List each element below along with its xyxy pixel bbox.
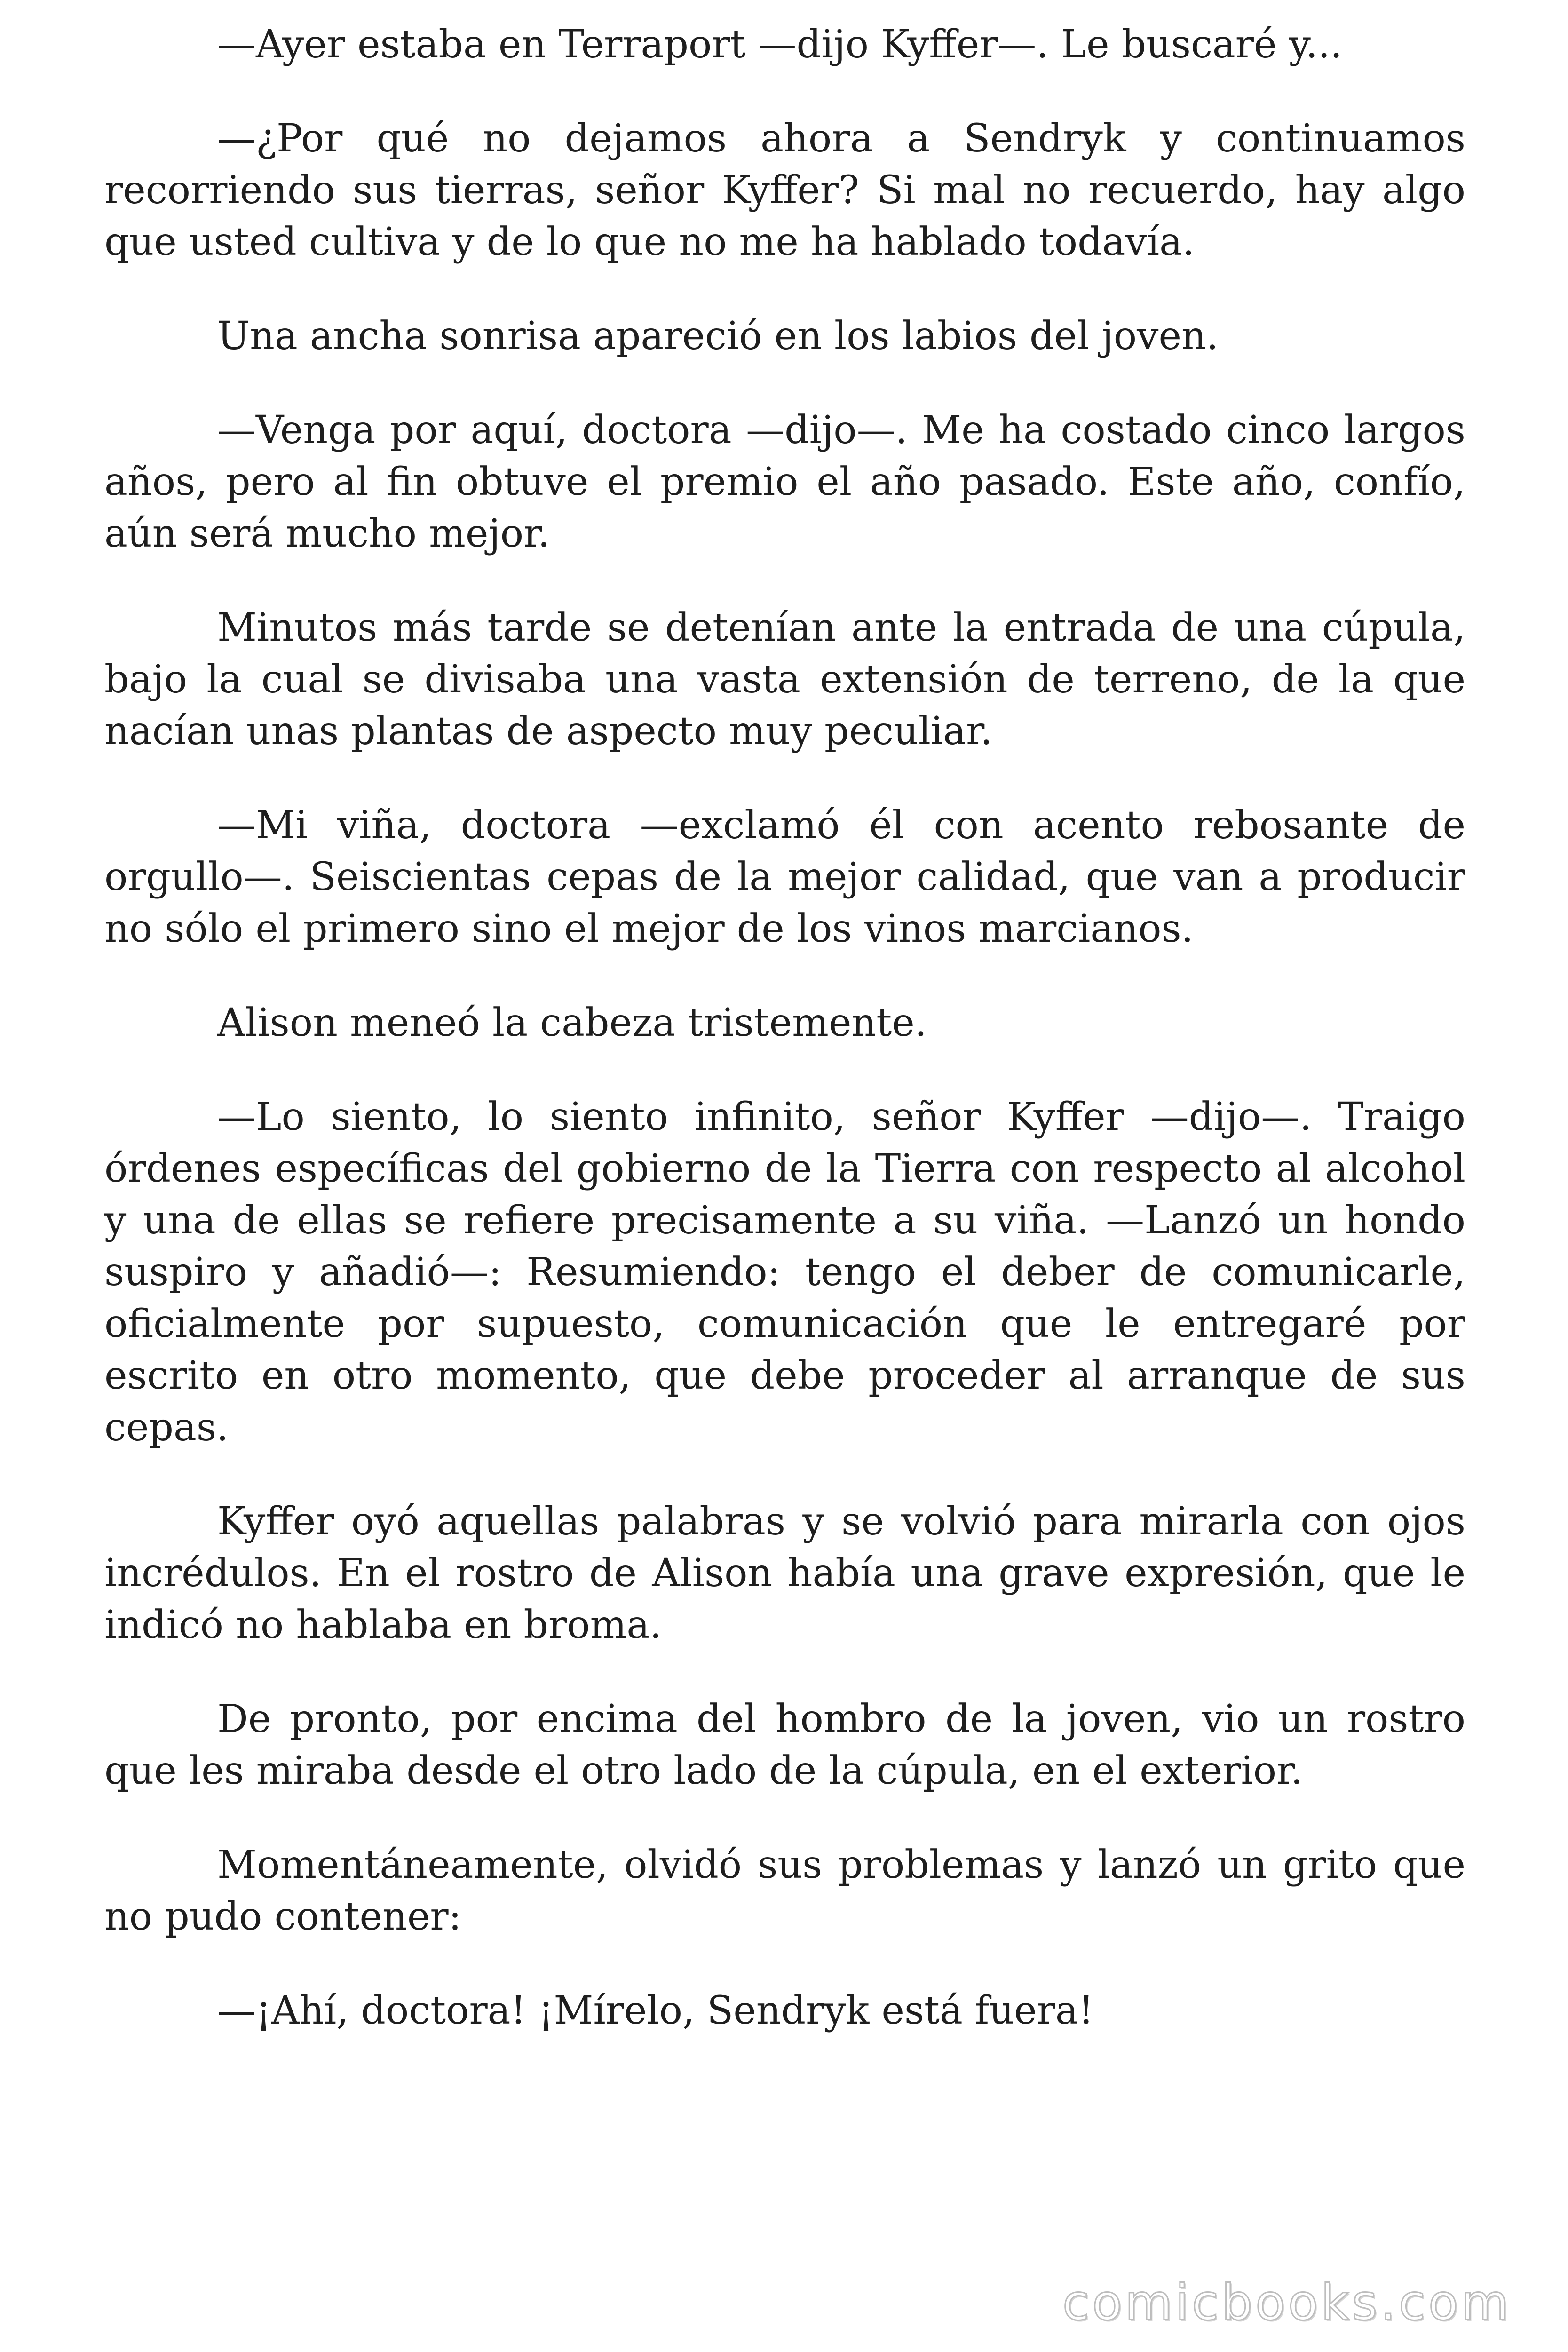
watermark: comicbooks.com [1062,2274,1512,2331]
text-column [104,19,1465,2079]
paragraph: —Mi viña, doctora —exclamó él con acento rebosante de orgullo—. Seiscientas cepas de la mejor calidad, que van a producir no sólo el primero sino el mejor de los vinos marcianos. [104,803,1465,951]
paragraph: De pronto, por encima del hombro de la joven, vio un rostro que les miraba desde el otro lado de la cúpula, en el exterior. [104,1697,1465,1793]
paragraph: —Ayer estaba en Terraport —dijo Kyffer—. Le buscaré y... [217,22,1343,67]
paragraph: Una ancha sonrisa apareció en los labios del joven. [217,314,1219,358]
paragraph: Momentáneamente, olvidó sus problemas y lanzó un grito que no pudo contener: [104,1843,1465,1939]
paragraph: —¡Ahí, doctora! ¡Mírelo, Sendryk está fuera! [217,1988,1094,2033]
paragraph: —¿Por qué no dejamos ahora a Sendryk y continuamos recorriendo sus tierras, señor Kyffer? Si mal no recuerdo, hay algo que usted cultiva y de lo que no me ha hablado todavía. [104,116,1465,264]
paragraph: —Venga por aquí, doctora —dijo—. Me ha costado cinco largos años, pero al fin obtuve el premio el año pasado. Este año, confío, aún será mucho mejor. [104,408,1465,556]
paragraph: Kyffer oyó aquellas palabras y se volvió para mirarla con ojos incrédulos. En el rostro de Alison había una grave expresión, que le indicó no hablaba en broma. [104,1499,1465,1647]
paragraph: —Lo siento, lo siento infinito, señor Kyffer —dijo—. Traigo órdenes específicas del gobierno de la Tierra con respecto al alcohol y una de ellas se refiere precisamente a su viña. —Lanzó un hondo suspiro y añadió—: Resumiendo: tengo el deber de comunicarle, oficialmente por supuesto, comunicación que le entregaré por escrito en otro momento, que debe proceder al arranque de sus cepas. [104,1095,1465,1450]
paragraph: Alison meneó la cabeza tristemente. [217,1001,927,1045]
paragraph: Minutos más tarde se detenían ante la entrada de una cúpula, bajo la cual se divisaba una vasta extensión de terreno, de la que nacían unas plantas de aspecto muy peculiar. [104,605,1465,754]
